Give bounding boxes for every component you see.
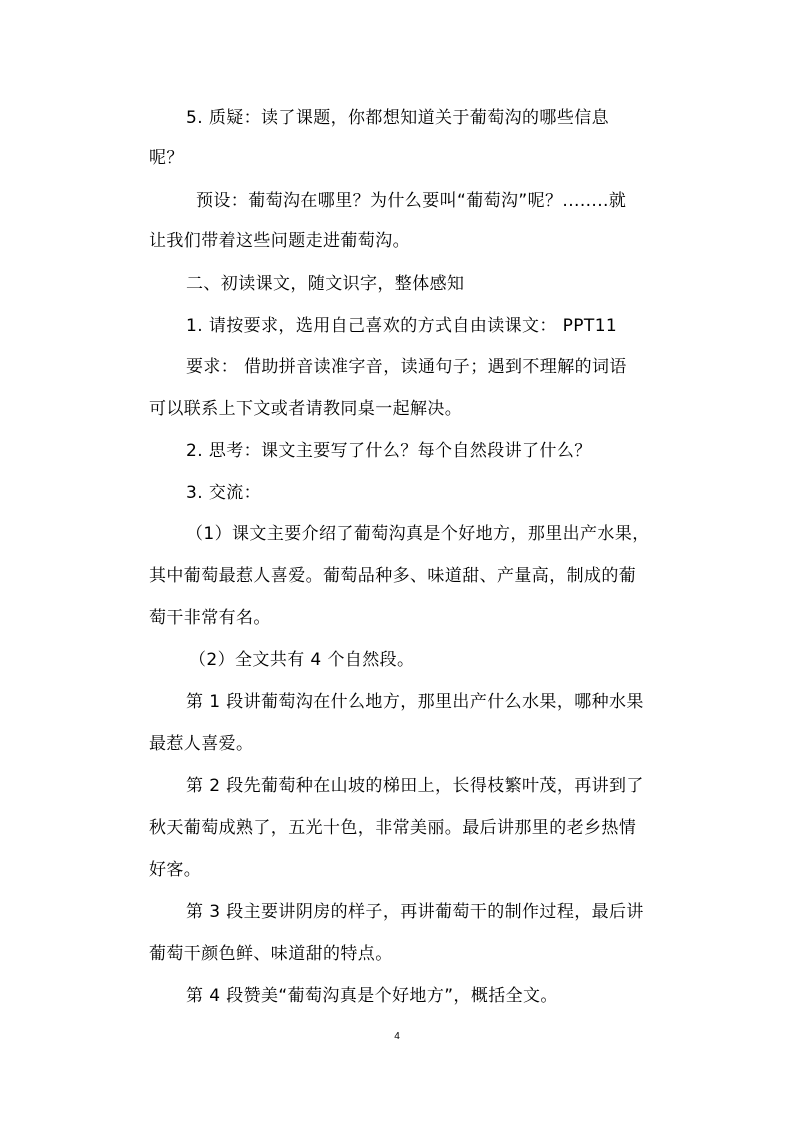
text-line: 要求： 借助拼音读准字音，读通句子；遇到不理解的词语 — [186, 357, 627, 377]
text-line: 让我们带着这些问题走进葡萄沟。 — [149, 231, 410, 251]
text-line: 预设：葡萄沟在哪里？为什么要叫“葡萄沟”呢？........就 — [196, 191, 627, 211]
text-line: 第 1 段讲葡萄沟在什么地方，那里出产什么水果，哪种水果 — [186, 692, 644, 712]
text-line: 葡萄干颜色鲜、味道甜的特点。 — [149, 944, 393, 964]
text-line: 呢？ — [149, 148, 184, 168]
text-line: （1）课文主要介绍了葡萄沟真是个好地方，那里出产水果， — [186, 524, 650, 544]
text-line: 5. 质疑：读了课题，你都想知道关于葡萄沟的哪些信息 — [186, 108, 610, 128]
text-line: 好客。 — [149, 860, 202, 880]
page-number: 4 — [394, 1031, 400, 1042]
text-line: 可以联系上下文或者请教同桌一起解决。 — [149, 399, 463, 419]
text-line: 第 4 段赞美“葡萄沟真是个好地方”，概括全文。 — [186, 986, 558, 1006]
text-line: （2）全文共有 4 个自然段。 — [189, 650, 415, 670]
text-line: 1. 请按要求，选用自己喜欢的方式自由读课文： PPT11 — [186, 316, 618, 336]
text-line: 其中葡萄最惹人喜爱。葡萄品种多、味道甜、产量高，制成的葡 — [149, 566, 637, 586]
section-heading: 二、初读课文，随文识字，整体感知 — [186, 274, 465, 294]
text-line: 第 2 段先葡萄种在山坡的梯田上，长得枝繁叶茂，再讲到了 — [186, 776, 644, 796]
text-line: 第 3 段主要讲阴房的样子，再讲葡萄干的制作过程，最后讲 — [186, 902, 644, 922]
text-line: 秋天葡萄成熟了，五光十色，非常美丽。最后讲那里的老乡热情 — [149, 818, 637, 838]
text-line: 萄干非常有名。 — [149, 608, 271, 628]
text-line: 2. 思考：课文主要写了什么？每个自然段讲了什么？ — [186, 441, 592, 461]
text-line: 3. 交流： — [186, 483, 262, 503]
text-line: 最惹人喜爱。 — [149, 734, 254, 754]
